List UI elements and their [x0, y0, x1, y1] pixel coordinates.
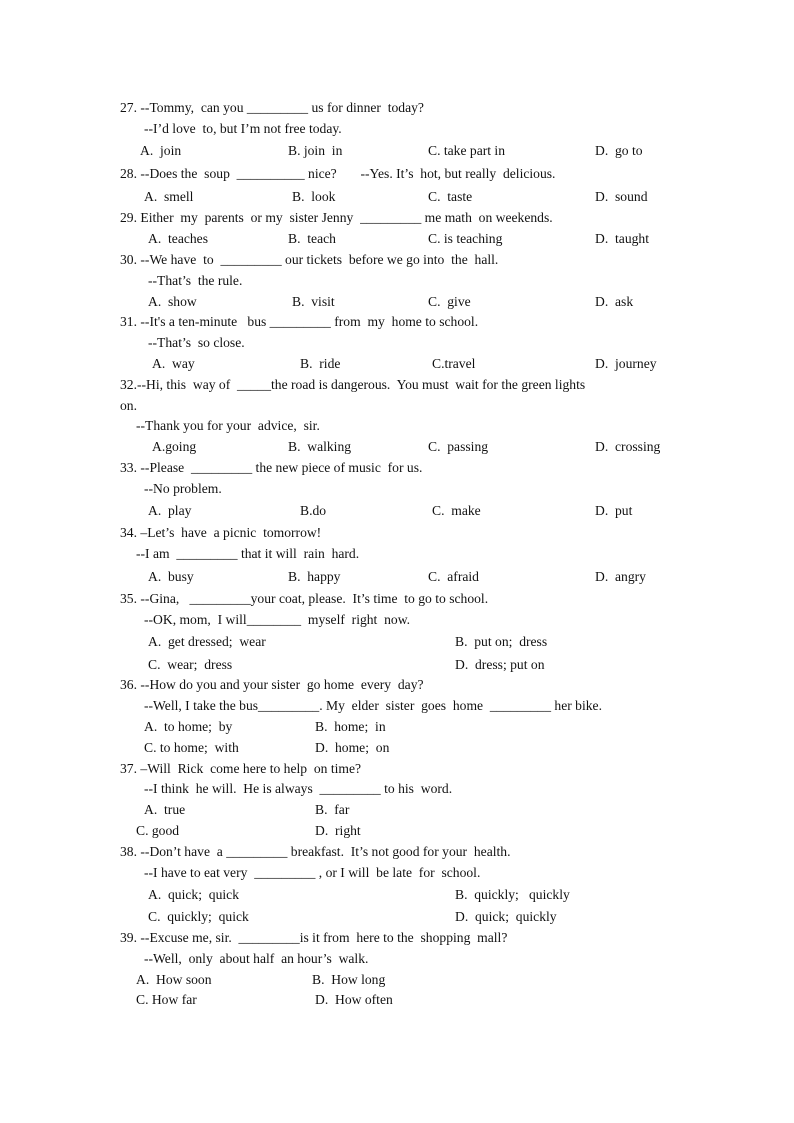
question-33-option-b: B.do	[300, 503, 327, 518]
question-35-option-c: C. wear; dress	[148, 657, 233, 672]
question-31-option-b: B. ride	[300, 356, 341, 371]
question-38-stem: 38. --Don’t have a _________ breakfast. It’s not good for your health.	[120, 844, 511, 859]
question-32-line-1: on.	[120, 398, 137, 413]
question-38-option-c: C. quickly; quick	[148, 909, 249, 924]
question-35-option-a: A. get dressed; wear	[148, 634, 266, 649]
question-27-stem: 27. --Tommy, can you _________ us for dinner today?	[120, 100, 424, 115]
question-32-option-d: D. crossing	[595, 439, 661, 454]
question-36-line: --Well, I take the bus_________. My elder sister goes home _________ her bike.	[144, 698, 602, 713]
question-31-option-c: C.travel	[432, 356, 476, 371]
question-35-option-b: B. put on; dress	[455, 634, 548, 649]
question-27-option-b: B. join in	[288, 143, 343, 158]
question-38-line: --I have to eat very _________ , or I will be late for school.	[144, 865, 481, 880]
question-28-stem: 28. --Does the soup __________ nice? --Yes. It’s hot, but really delicious.	[120, 166, 556, 181]
question-28-option-b: B. look	[292, 189, 336, 204]
question-35-option-d: D. dress; put on	[455, 657, 545, 672]
question-39-option-c: C. How far	[136, 992, 197, 1007]
question-35-stem: 35. --Gina, _________your coat, please. It’s time to go to school.	[120, 591, 489, 606]
question-32-option-a: A.going	[152, 439, 197, 454]
question-32-option-c: C. passing	[428, 439, 489, 454]
question-38-option-b: B. quickly; quickly	[455, 887, 570, 902]
question-27-option-a: A. join	[140, 143, 182, 158]
question-34-stem: 34. –Let’s have a picnic tomorrow!	[120, 525, 322, 540]
question-31-option-d: D. journey	[595, 356, 657, 371]
question-34-option-d: D. angry	[595, 569, 646, 584]
question-28-option-c: C. taste	[428, 189, 473, 204]
question-32-stem: 32.--Hi, this way of _____the road is dangerous. You must wait for the green lights	[120, 377, 586, 392]
question-31-stem: 31. --It's a ten-minute bus _________ from my home to school.	[120, 314, 479, 329]
question-34-option-c: C. afraid	[428, 569, 479, 584]
question-32-option-b: B. walking	[288, 439, 352, 454]
question-37-stem: 37. –Will Rick come here to help on time?	[120, 761, 362, 776]
question-27-option-c: C. take part in	[428, 143, 506, 158]
question-38-option-a: A. quick; quick	[148, 887, 239, 902]
question-39-line: --Well, only about half an hour’s walk.	[144, 951, 369, 966]
question-28-option-d: D. sound	[595, 189, 648, 204]
question-37-option-d: D. right	[315, 823, 361, 838]
question-30-line: --That’s the rule.	[148, 273, 243, 288]
question-36-option-c: C. to home; with	[144, 740, 239, 755]
question-29-option-a: A. teaches	[148, 231, 209, 246]
question-34-option-b: B. happy	[288, 569, 341, 584]
question-28-option-a: A. smell	[144, 189, 194, 204]
question-36-option-d: D. home; on	[315, 740, 390, 755]
question-34-line: --I am _________ that it will rain hard.	[136, 546, 360, 561]
question-31-option-a: A. way	[152, 356, 195, 371]
question-39-option-a: A. How soon	[136, 972, 212, 987]
question-31-line: --That’s so close.	[148, 335, 245, 350]
question-30-option-d: D. ask	[595, 294, 634, 309]
question-29-option-b: B. teach	[288, 231, 336, 246]
question-35-line: --OK, mom, I will________ myself right now.	[144, 612, 411, 627]
question-36-option-b: B. home; in	[315, 719, 386, 734]
question-30-option-c: C. give	[428, 294, 471, 309]
question-30-option-b: B. visit	[292, 294, 335, 309]
question-37-option-b: B. far	[315, 802, 350, 817]
question-27-line: --I’d love to, but I’m not free today.	[144, 121, 342, 136]
question-39-option-b: B. How long	[312, 972, 386, 987]
question-29-option-d: D. taught	[595, 231, 649, 246]
question-37-option-c: C. good	[136, 823, 180, 838]
question-36-option-a: A. to home; by	[144, 719, 233, 734]
question-29-stem: 29. Either my parents or my sister Jenny _________ me math on weekends.	[120, 210, 553, 225]
question-33-option-d: D. put	[595, 503, 633, 518]
question-36-stem: 36. --How do you and your sister go home every day?	[120, 677, 424, 692]
question-33-option-a: A. play	[148, 503, 192, 518]
question-32-line-2: --Thank you for your advice, sir.	[136, 418, 320, 433]
question-37-line: --I think he will. He is always _________ to his word.	[144, 781, 453, 796]
question-37-option-a: A. true	[144, 802, 186, 817]
question-27-option-d: D. go to	[595, 143, 643, 158]
question-34-option-a: A. busy	[148, 569, 194, 584]
question-30-option-a: A. show	[148, 294, 197, 309]
question-33-line: --No problem.	[144, 481, 222, 496]
question-29-option-c: C. is teaching	[428, 231, 503, 246]
question-33-stem: 33. --Please _________ the new piece of music for us.	[120, 460, 423, 475]
question-38-option-d: D. quick; quickly	[455, 909, 557, 924]
question-30-stem: 30. --We have to _________ our tickets before we go into the hall.	[120, 252, 499, 267]
question-39-stem: 39. --Excuse me, sir. _________is it from here to the shopping mall?	[120, 930, 508, 945]
question-33-option-c: C. make	[432, 503, 481, 518]
question-39-option-d: D. How often	[315, 992, 393, 1007]
